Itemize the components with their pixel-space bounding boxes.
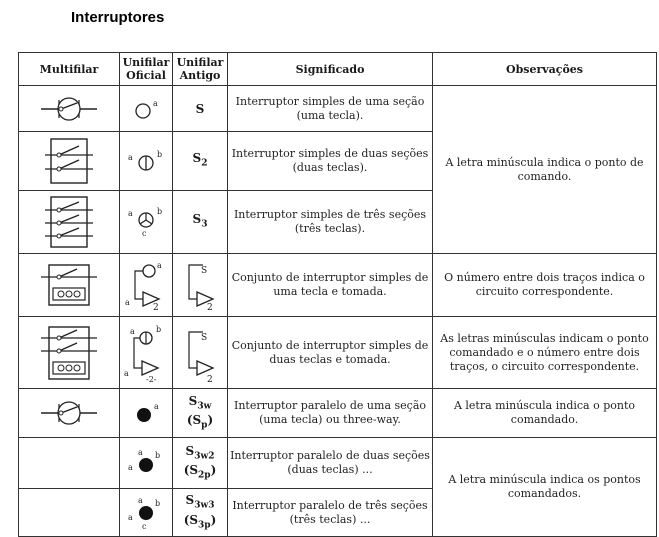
unifilar-antigo-symbol — [173, 317, 228, 389]
svg-text:S: S — [201, 332, 208, 343]
observacoes-cell: A letra minúscula indica o ponto comandado. — [433, 389, 657, 438]
unifilar-oficial-symbol — [120, 389, 173, 438]
switch-outlet-multifilar-icon — [41, 261, 97, 309]
unifilar-oficial-symbol — [120, 438, 173, 489]
header-observacoes: Observações — [433, 53, 657, 86]
unifilar-oficial-symbol — [120, 132, 173, 191]
header-unifilar-oficial: Unifilar Oficial — [120, 53, 173, 86]
unifilar-oficial-symbol — [120, 191, 173, 254]
switch-two-section-unifilar-icon — [124, 146, 168, 176]
header-multifilar: Multifilar — [19, 53, 120, 86]
significado-cell: Interruptor paralelo de duas seções (duas teclas) ... — [228, 438, 433, 489]
svg-text:b: b — [157, 150, 163, 159]
unifilar-antigo-symbol: S — [173, 86, 228, 132]
unifilar-oficial-symbol — [120, 254, 173, 317]
multifilar-symbol — [19, 191, 120, 254]
svg-text:S: S — [201, 266, 208, 276]
svg-text:b: b — [155, 451, 161, 460]
svg-text:a: a — [128, 209, 133, 218]
svg-text:a: a — [138, 448, 143, 457]
page-title: Interruptores — [71, 9, 165, 26]
svg-text:a: a — [154, 402, 159, 411]
svg-text:a: a — [128, 153, 133, 162]
svg-text:a: a — [128, 463, 133, 472]
significado-cell: Interruptor paralelo de uma seção (uma tecla) ou three-way. — [228, 389, 433, 438]
unifilar-antigo-symbol: $S_2$ — [173, 132, 228, 191]
significado-cell: Interruptor simples de duas seções (duas teclas). — [228, 132, 433, 191]
observacoes-cell: As letras minúsculas indicam o ponto comandado e o número entre dois traços, o circuito correspondente. — [433, 317, 657, 389]
table-row — [19, 86, 657, 132]
switch-two-section-multifilar-icon — [45, 136, 93, 186]
svg-text:a: a — [128, 512, 133, 522]
svg-text:a: a — [157, 261, 162, 270]
significado-cell: Interruptor simples de uma seção (uma tecla). — [228, 86, 433, 132]
multifilar-symbol — [19, 389, 120, 438]
unifilar-oficial-symbol — [120, 489, 173, 537]
unifilar-oficial-symbol — [120, 317, 173, 389]
multifilar-symbol — [19, 86, 120, 132]
table-row — [19, 389, 657, 438]
significado-cell: Interruptor paralelo de três seções (três teclas) ... — [228, 489, 433, 537]
switch-outlet-unifilar-antigo-icon — [177, 259, 223, 311]
table-row — [19, 254, 657, 317]
unifilar-antigo-symbol: $S_3$ — [173, 191, 228, 254]
significado-cell: Conjunto de interruptor simples de duas teclas e tomada. — [228, 317, 433, 389]
symbols-table — [18, 52, 657, 537]
three-way-two-section-unifilar-icon — [124, 446, 168, 480]
unifilar-antigo-symbol — [173, 254, 228, 317]
multifilar-symbol — [19, 317, 120, 389]
multifilar-symbol — [19, 132, 120, 191]
switch-two-outlet-unifilar-antigo-icon — [177, 322, 223, 384]
svg-text:a: a — [153, 98, 158, 108]
switch-two-outlet-multifilar-icon — [41, 324, 97, 382]
svg-text:2: 2 — [153, 303, 159, 311]
header-significado: Significado — [228, 53, 433, 86]
unifilar-oficial-symbol — [120, 86, 173, 132]
svg-text:b: b — [155, 498, 161, 508]
three-way-switch-multifilar-icon — [39, 398, 99, 428]
switch-multifilar-icon — [39, 94, 99, 124]
observacoes-cell: O número entre dois traços indica o circuito correspondente. — [433, 254, 657, 317]
svg-text:a: a — [124, 368, 129, 378]
svg-text:b: b — [156, 324, 162, 334]
significado-cell: Interruptor simples de três seções (três teclas). — [228, 191, 433, 254]
multifilar-symbol — [19, 438, 120, 489]
multifilar-symbol — [19, 254, 120, 317]
svg-text:a: a — [125, 298, 130, 307]
unifilar-antigo-symbol: $S_{3w}$ $(S_p)$ — [173, 389, 228, 438]
switch-outlet-unifilar-icon — [123, 259, 169, 311]
multifilar-symbol — [19, 489, 120, 537]
switch-two-outlet-unifilar-icon — [122, 322, 170, 384]
table-header-row — [19, 53, 657, 86]
unifilar-antigo-symbol: $S_{3w2}$ $(S_{2p})$ — [173, 438, 228, 489]
significado-cell: Conjunto de interruptor simples de uma tecla e tomada. — [228, 254, 433, 317]
three-way-three-section-unifilar-icon — [124, 494, 168, 532]
svg-text:b: b — [157, 207, 163, 216]
svg-text:c: c — [142, 229, 147, 238]
unifilar-antigo-symbol: $S_{3w3}$ $(S_{3p})$ — [173, 489, 228, 537]
switch-three-section-multifilar-icon — [45, 194, 93, 250]
observacoes-cell: A letra minúscula indica os pontos comandados. — [433, 438, 657, 537]
header-unifilar-antigo: Unifilar Antigo — [173, 53, 228, 86]
svg-text:2: 2 — [207, 303, 213, 311]
observacoes-cell: A letra minúscula indica o ponto de comando. — [433, 86, 657, 254]
svg-text:a: a — [130, 326, 135, 336]
svg-text:-2-: -2- — [146, 374, 157, 384]
svg-text:a: a — [138, 495, 143, 505]
three-way-switch-unifilar-icon — [126, 398, 166, 428]
svg-text:2: 2 — [207, 374, 213, 384]
svg-text:c: c — [142, 521, 147, 531]
switch-unifilar-icon — [126, 96, 166, 122]
table-row — [19, 438, 657, 489]
switch-three-section-unifilar-icon — [124, 204, 168, 240]
table-row — [19, 317, 657, 389]
